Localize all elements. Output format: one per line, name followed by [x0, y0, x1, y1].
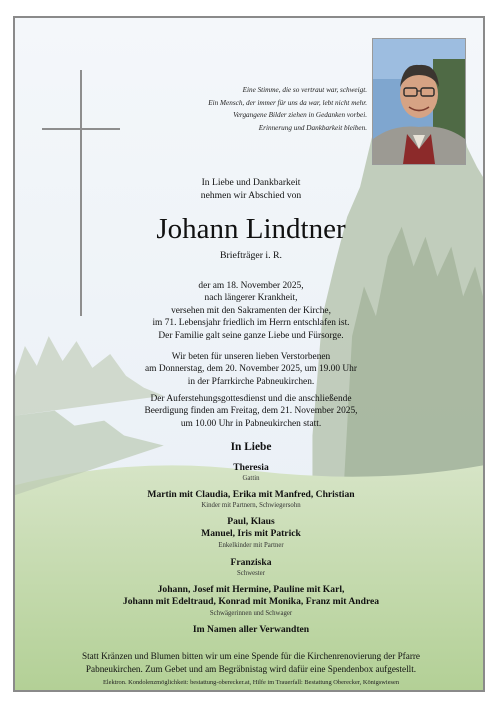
family-names: Manuel, Iris mit Patrick — [201, 528, 301, 540]
death-text — [15, 280, 485, 330]
parte-card — [13, 16, 485, 692]
prayer-line: Wir beten für unseren lieben Verstorbenen — [171, 352, 331, 362]
deceased-name: Johann Lindtner — [156, 213, 346, 245]
family-role: Schwägerinnen und Schwager — [209, 609, 293, 617]
intro-line: nehmen wir Abschied von — [200, 190, 302, 201]
family-group — [15, 462, 485, 483]
prayer-line: in der Pfarrkirche Pabneukirchen. — [187, 376, 315, 387]
funeral-text — [15, 393, 485, 430]
family-names: Theresia — [233, 462, 269, 473]
poem-line: Ein Mensch, der immer für uns da war, lebt nicht mehr. — [208, 98, 367, 107]
family-names: Martin mit Claudia, Erika mit Manfred, Christian — [147, 489, 355, 500]
family-names: Franziska — [230, 557, 272, 568]
family-role: Schwester — [237, 570, 265, 578]
poem-line: Eine Stimme, die so vertraut war, schweigt. — [242, 86, 367, 94]
profession: Briefträger i. R. — [219, 250, 283, 261]
family-names: Paul, Klaus — [227, 516, 275, 527]
family-role: Gattin — [242, 475, 260, 483]
in-liebe-heading: In Liebe — [230, 441, 272, 453]
funeral-line: um 10.00 Uhr in Pabneukirchen statt. — [180, 418, 322, 429]
poem-line: Vergangene Bilder ziehen in Gedanken vorbei. — [233, 111, 367, 120]
family-group — [15, 516, 485, 550]
note-line: Statt Kränzen und Blumen bitten wir um eine Spende für die Kirchenrenovierung der Pfarre — [81, 651, 421, 661]
family-names: Johann mit Edeltraud, Konrad mit Monika, Franz mit Andrea — [122, 596, 380, 608]
family-role: Kinder mit Partnern, Schwiegersohn — [201, 502, 301, 510]
note-line: Pabneukirchen. Zum Gebet und am Begräbnistag wird dafür eine Spendenbox aufgestellt. — [85, 663, 417, 674]
funeral-line: Der Auferstehungsgottesdienst und die anschließende — [150, 394, 352, 404]
death-line: der am 18. November 2025, — [198, 281, 304, 291]
prayer-text — [15, 351, 485, 388]
funeral-line: Beerdigung finden am Freitag, dem 21. November 2025, — [144, 406, 358, 417]
portrait-photo — [372, 38, 466, 165]
family-names: Johann, Josef mit Hermine, Pauline mit Karl, — [157, 584, 345, 595]
death-line: nach längerer Krankheit, — [204, 293, 298, 304]
family-group — [15, 584, 485, 618]
family-role: Enkelkinder mit Partner — [218, 541, 284, 549]
family-group — [15, 557, 485, 578]
closing-line: Im Namen aller Verwandten — [192, 624, 310, 635]
poem-line: Erinnerung und Dankbarkeit bleiben. — [258, 123, 367, 132]
poem — [145, 84, 367, 134]
intro-text — [15, 176, 485, 202]
cross-horizontal-bar — [42, 128, 120, 130]
death-line: versehen mit den Sakramenten der Kirche, — [171, 305, 331, 316]
prayer-line: am Donnerstag, dem 20. November 2025, um 19.00 Uhr — [145, 364, 357, 375]
intro-line: In Liebe und Dankbarkeit — [201, 177, 301, 188]
care-text: Der Familie galt seine ganze Liebe und Fürsorge. — [158, 331, 344, 341]
death-line: im 71. Lebensjahr friedlich im Herrn entschlafen ist. — [152, 318, 350, 329]
family-group — [15, 489, 485, 510]
footer-info: Elektron. Kondolenzmöglichkeit: bestattung-oberecker.at, Hilfe im Trauerfall: Bestattung Oberecker, Königswiesen — [102, 679, 400, 686]
donation-note — [15, 650, 485, 675]
